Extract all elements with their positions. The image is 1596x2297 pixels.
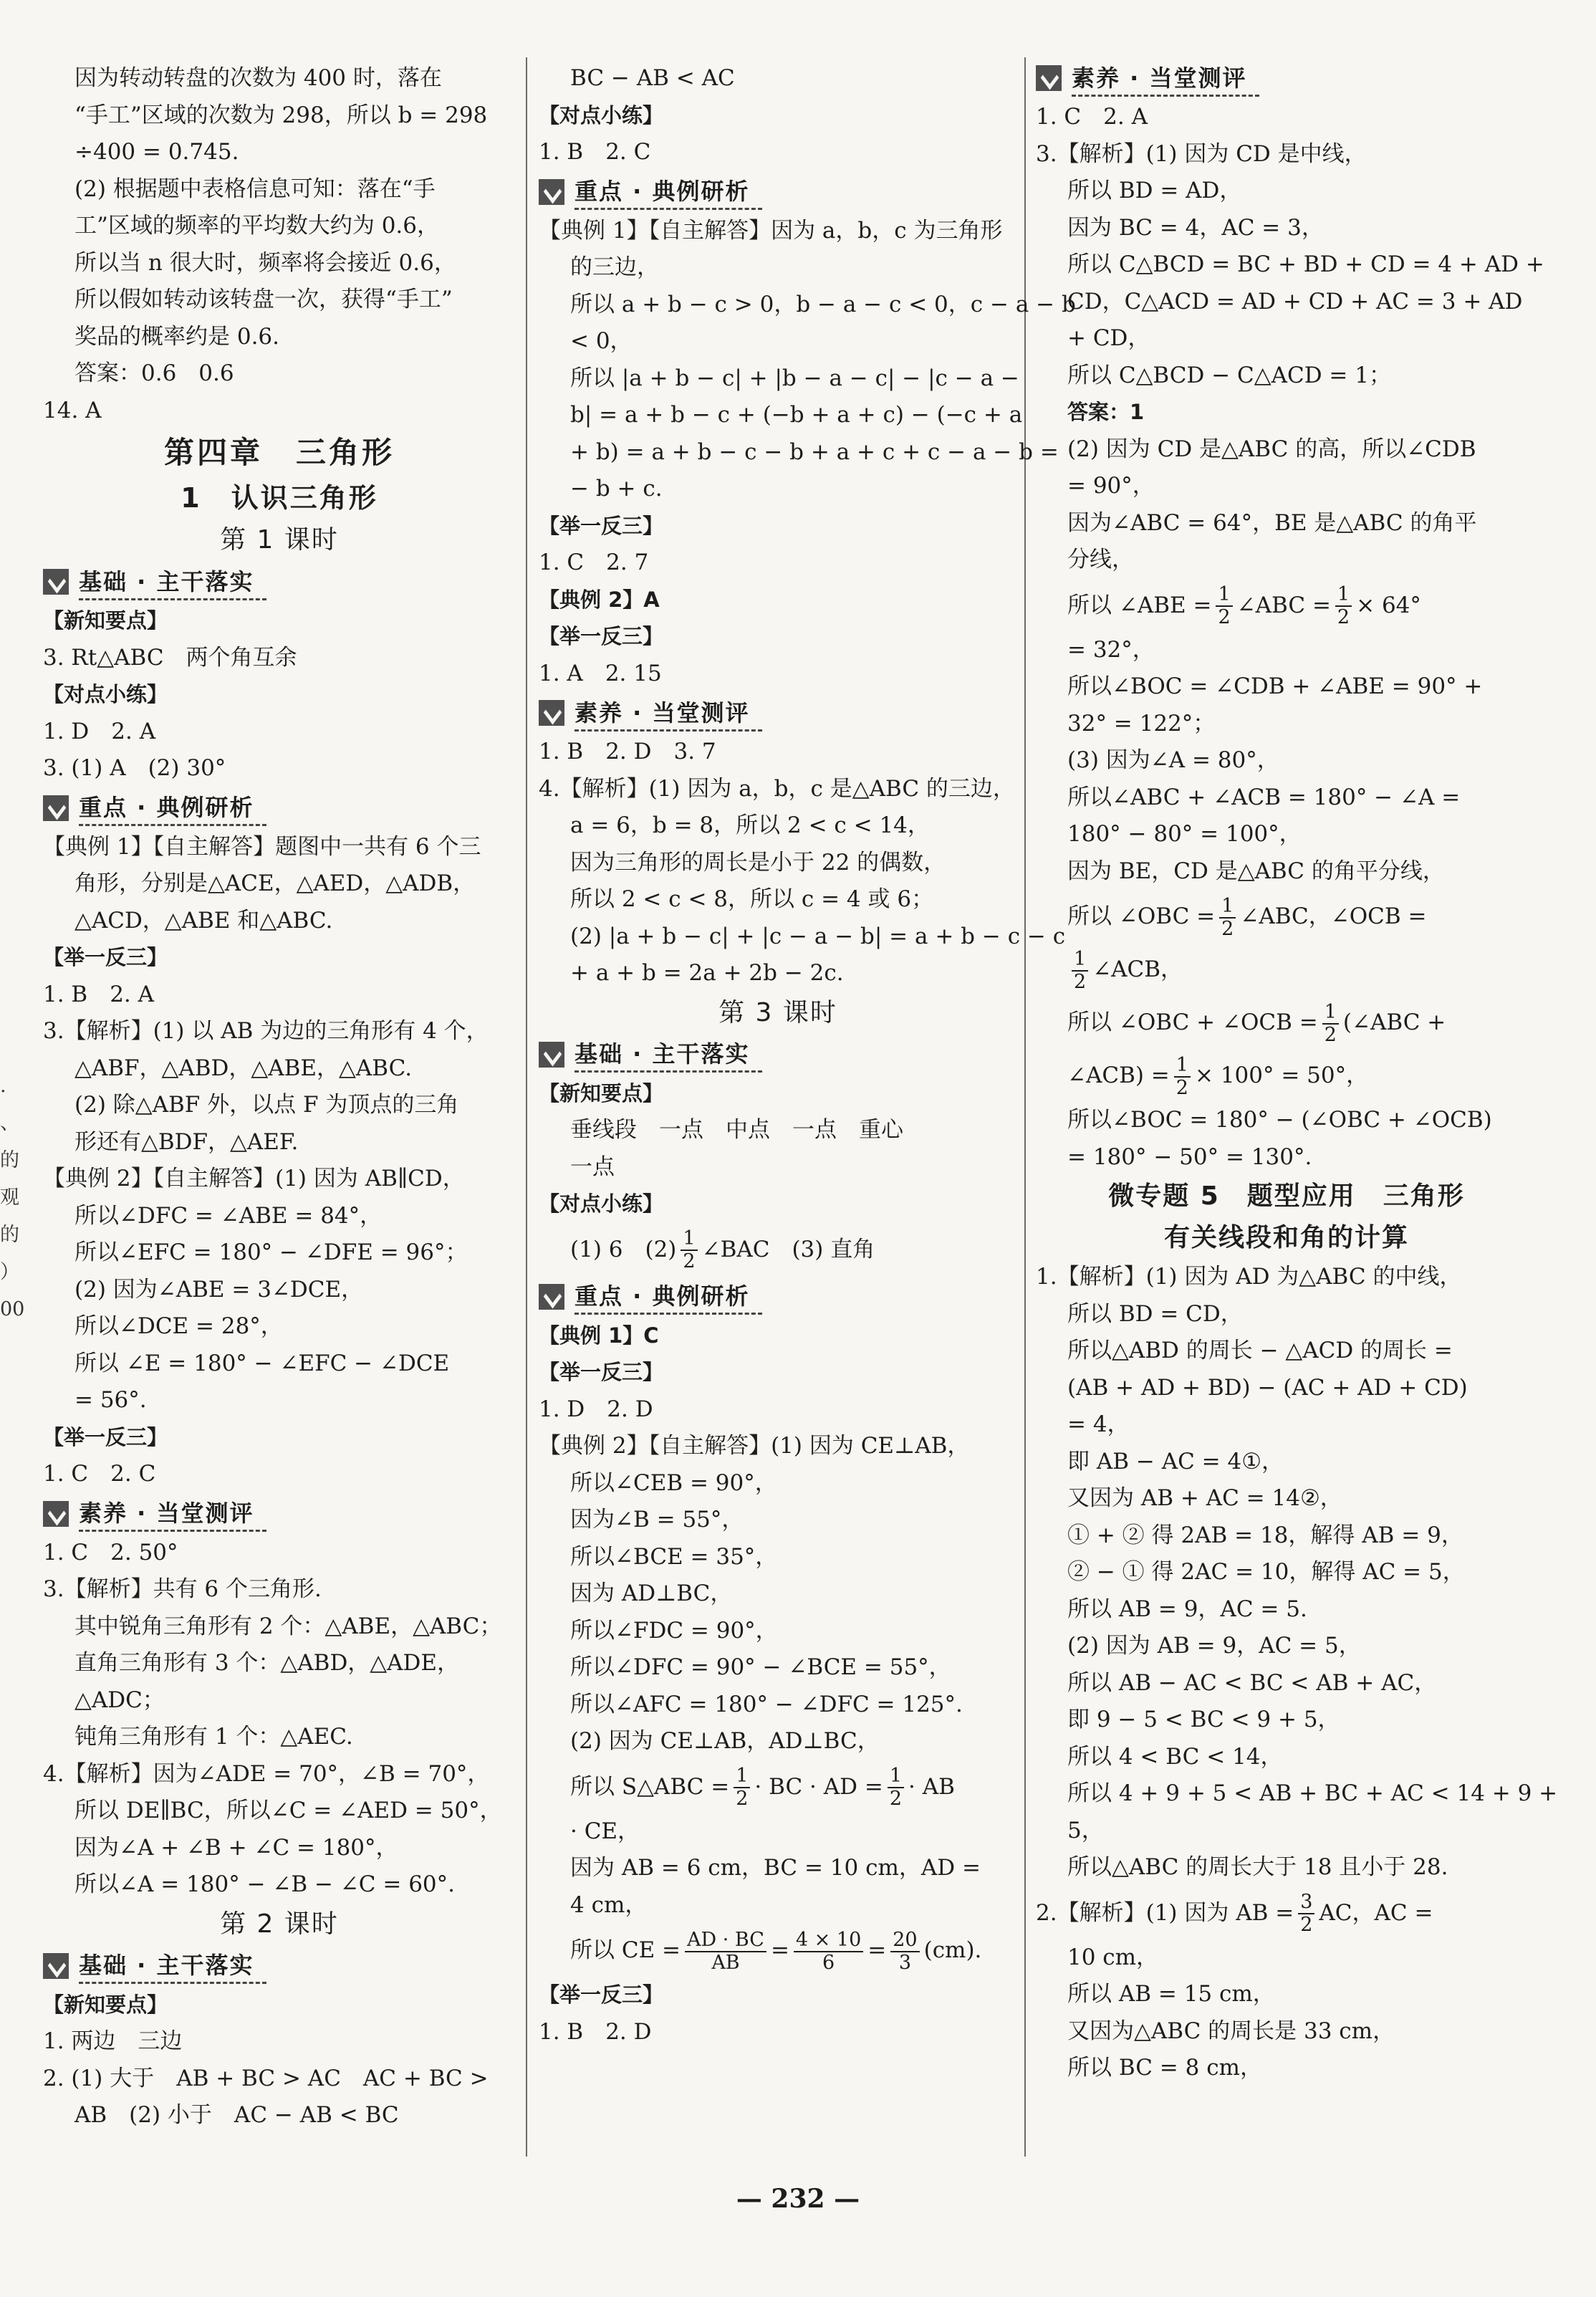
text-line-with-fraction: 所以 S△ABC = $\frac{1}{2}$ · BC · AD = $\frac{1}{2}$ · AB — [570, 1765, 955, 1810]
answer-line: 1. B 2. C — [539, 139, 651, 165]
page-edge-fragments: . 、 的 观 的 ） 00 — [0, 1075, 25, 1320]
text-line: 4 cm， — [570, 1891, 648, 1918]
answer-line: AB (2) 小于 AC − AB < BC — [74, 2102, 399, 2128]
text-line: 所以∠DCE = 28°， — [74, 1313, 283, 1339]
text-line-with-fraction: 所以 ∠ABE = $\frac{1}{2}$ ∠ABC = $\frac{1}{2}$ × 64° — [1067, 583, 1421, 628]
text-line: a = 6，b = 8，所以 2 < c < 14， — [570, 812, 930, 838]
text-line: 又因为 AB + AC = 14②， — [1067, 1485, 1342, 1511]
text-line: 所以∠BOC = ∠CDB + ∠ABE = 90° + — [1067, 673, 1483, 699]
text-line: 即 9 − 5 < BC < 9 + 5， — [1067, 1707, 1340, 1732]
text-line: = 32°， — [1067, 636, 1155, 663]
text-line: 所以 AB − AC < BC < AB + AC， — [1067, 1669, 1437, 1696]
text-line: 所以△ABC 的周长大于 18 且小于 28. — [1067, 1854, 1448, 1880]
arrow-badge-icon — [43, 1501, 69, 1527]
text-line: 所以∠EFC = 180° − ∠DFE = 96°； — [74, 1239, 468, 1265]
answer-line: 1. D 2. A — [43, 718, 156, 744]
text-line: △ABF，△ABD，△ABE，△ABC. — [74, 1055, 413, 1081]
fraction: $\frac{1}{2}$ — [1174, 1055, 1191, 1099]
fraction: $\frac{AD \cdot BC}{AB}$ — [685, 1929, 766, 1974]
text-line: (2) 因为∠ABE = 3∠DCE， — [74, 1276, 364, 1303]
text-line: 即 AB − AC = 4①， — [1067, 1448, 1284, 1474]
arrow-badge-icon — [539, 179, 564, 205]
tag-label: 【举一反三】 — [539, 513, 664, 538]
text-line: 【典例 2】【自主解答】(1) 因为 CE⊥AB， — [539, 1433, 970, 1459]
lesson-title: 第 2 课时 — [220, 1909, 339, 1939]
tag-label: 【举一反三】 — [539, 624, 664, 648]
text-line-with-fraction: $\frac{1}{2}$ ∠ACB， — [1036, 943, 1537, 996]
tag-label: 【典例 1】C — [539, 1323, 659, 1348]
section-heading: 基础 · 主干落实 — [43, 1947, 516, 1985]
text-line: CD，C△ACD = AD + CD + AC = 3 + AD — [1067, 288, 1523, 315]
text-line: ② − ① 得 2AC = 10，解得 AC = 5， — [1067, 1559, 1465, 1585]
fraction: $\frac{1}{2}$ — [1219, 896, 1236, 940]
fraction: $\frac{1}{2}$ — [734, 1765, 750, 1810]
text-line: 所以∠A = 180° − ∠B − ∠C = 60°. — [74, 1871, 456, 1897]
text-line: + a + b = 2a + 2b − 2c. — [570, 960, 844, 986]
answer-line: 14. A — [43, 397, 102, 423]
arrow-badge-icon — [539, 1284, 564, 1310]
text-line-with-fraction: 所以 ∠OBC = $\frac{1}{2}$ ∠ABC，∠OCB = — [1067, 894, 1427, 940]
text-line-with-fraction: 2.【解析】(1) 因为 AB = $\frac{3}{2}$ AC，AC = — [1036, 1891, 1433, 1936]
text-line: 所以∠DFC = 90° − ∠BCE = 55°， — [570, 1654, 951, 1680]
text-line: = 180° − 50° = 130°. — [1067, 1143, 1312, 1170]
text-line: 1.【解析】(1) 因为 AD 为△ABC 的中线， — [1036, 1264, 1462, 1290]
fraction: $\frac{4 \times 10}{6}$ — [794, 1929, 863, 1974]
section-heading: 基础 · 主干落实 — [539, 1035, 1017, 1074]
text-line: 又因为△ABC 的周长是 33 cm， — [1067, 2018, 1395, 2044]
text-line: b| = a + b − c + (−b + a + c) − (−c + a — [570, 402, 1023, 428]
text-line: − b + c. — [570, 476, 663, 502]
answer-line: 答案：0.6 0.6 — [74, 360, 234, 386]
arrow-badge-icon — [539, 700, 564, 726]
fraction: $\frac{1}{2}$ — [681, 1228, 697, 1272]
text-line: (2) 因为 CE⊥AB，AD⊥BC， — [570, 1728, 880, 1754]
section-heading: 重点 · 典例研析 — [43, 789, 516, 828]
section-heading: 素养 · 当堂测评 — [43, 1495, 516, 1533]
text-line: 【典例 1】【自主解答】因为 a，b，c 为三角形 — [539, 217, 1003, 244]
answer-line: 1. B 2. D 3. 7 — [539, 739, 716, 764]
text-line: 因为∠ABC = 64°，BE 是△ABC 的角平 — [1067, 509, 1477, 536]
text-line: = 90°， — [1067, 473, 1155, 499]
text-line: 因为∠A + ∠B + ∠C = 180°， — [74, 1834, 398, 1861]
text-line: 因为转动转盘的次数为 400 时，落在 — [74, 65, 442, 91]
text-line: + b) = a + b − c − b + a + c + c − a − b = — [570, 438, 1059, 465]
text-line-with-fraction: 所以 ∠OBC + ∠OCB = $\frac{1}{2}$ (∠ABC + — [1067, 1000, 1446, 1046]
text-line: = 4， — [1067, 1411, 1130, 1437]
fraction: $\frac{1}{2}$ — [1072, 949, 1088, 993]
text-line: 180° − 80° = 100°， — [1067, 821, 1302, 847]
text-line: 所以 AB = 15 cm， — [1067, 1981, 1275, 2007]
section-heading: 基础 · 主干落实 — [43, 562, 516, 601]
answer-line: 1. C 2. C — [43, 1461, 156, 1487]
tag-label: 【举一反三】 — [43, 1424, 168, 1449]
text-line: 的三边， — [570, 254, 659, 280]
text-line: 角形，分别是△ACE，△AED，△ADB， — [74, 871, 476, 896]
answer-line: 1. D 2. D — [539, 1396, 653, 1422]
text-line: 所以 2 < c < 8，所以 c = 4 或 6； — [570, 886, 934, 912]
answer-line: BC − AB < AC — [570, 65, 735, 91]
text-line: 所以∠ABC + ∠ACB = 180° − ∠A = — [1067, 784, 1461, 810]
topic-title: 微专题 5 题型应用 三角形 — [1108, 1181, 1465, 1211]
text-line: 因为∠B = 55°， — [570, 1507, 744, 1533]
text-line: 【典例 1】【自主解答】题图中一共有 6 个三 — [43, 833, 481, 860]
text-line: 3.【解析】(1) 因为 CD 是中线， — [1036, 140, 1367, 167]
column-divider — [526, 57, 527, 2157]
fraction: $\frac{1}{2}$ — [1216, 584, 1232, 628]
fraction: $\frac{20}{3}$ — [890, 1929, 919, 1974]
section-heading: 素养 · 当堂测评 — [539, 694, 1017, 732]
text-line: = 56°. — [74, 1387, 147, 1413]
text-line: 10 cm， — [1067, 1944, 1159, 1970]
text-line: 所以 4 + 9 + 5 < AB + BC + AC < 14 + 9 + — [1067, 1780, 1558, 1806]
fraction: $\frac{1}{2}$ — [1322, 1002, 1339, 1046]
text-line: 所以 BD = CD， — [1067, 1300, 1243, 1327]
text-line: 所以 a + b − c > 0，b − a − c < 0，c − a − b — [570, 291, 1076, 317]
answer-line: 3. (1) A (2) 30° — [43, 755, 226, 781]
tag-label: 【新知要点】 — [43, 1992, 168, 2017]
answer-line: 垂线段 一点 中点 一点 重心 — [570, 1117, 903, 1143]
text-line: 5， — [1067, 1817, 1104, 1843]
text-line: 32° = 122°； — [1067, 710, 1216, 737]
text-line: 所以∠DFC = ∠ABE = 84°， — [74, 1202, 383, 1229]
text-line: 所以 DE∥BC，所以∠C = ∠AED = 50°， — [74, 1798, 502, 1823]
text-line: 所以 4 < BC < 14， — [1067, 1743, 1283, 1770]
answer-line: 2. (1) 大于 AB + BC > AC AC + BC > — [43, 2065, 489, 2091]
answer-line: 一点 — [570, 1154, 615, 1180]
section-heading: 重点 · 典例研析 — [539, 1277, 1017, 1316]
text-line: 4.【解析】(1) 因为 a，b，c 是△ABC 的三边， — [539, 775, 1015, 802]
text-line: 所以假如转动该转盘一次，获得“手工” — [74, 287, 453, 312]
text-line: ÷400 = 0.745. — [74, 139, 239, 165]
text-line: 所以 BD = AD， — [1067, 178, 1242, 203]
text-line: 所以 C△BCD = BC + BD + CD = 4 + AD + — [1067, 251, 1544, 277]
text-line-with-fraction: ∠ACB) = $\frac{1}{2}$ × 100° = 50°， — [1067, 1053, 1369, 1099]
text-line: 形还有△BDF，△AEF. — [74, 1128, 299, 1155]
tag-label: 【对点小练】 — [539, 1191, 664, 1216]
column-right — [1036, 60, 1558, 2087]
text-line: 所以 AB = 9，AC = 5. — [1067, 1596, 1307, 1622]
text-line: 所以 ∠E = 180° − ∠EFC − ∠DCE — [74, 1350, 450, 1376]
text-line: 所以∠AFC = 180° − ∠DFC = 125°. — [570, 1691, 963, 1717]
answer-line: 1. C 2. 50° — [43, 1539, 178, 1565]
text-line: 所以 BC = 8 cm， — [1067, 2055, 1262, 2081]
text-line: 因为 BC = 4，AC = 3， — [1067, 214, 1324, 241]
text-line: 所以∠CEB = 90°， — [570, 1469, 777, 1496]
text-line: 因为 AD⊥BC， — [570, 1581, 733, 1606]
arrow-badge-icon — [43, 569, 69, 595]
tag-label: 【新知要点】 — [43, 608, 168, 633]
fraction: $\frac{1}{2}$ — [1335, 584, 1352, 628]
arrow-badge-icon — [43, 1953, 69, 1979]
text-line: (2) 因为 AB = 9，AC = 5， — [1067, 1633, 1361, 1659]
tag-label: 【新知要点】 — [539, 1080, 664, 1106]
column-divider — [1024, 57, 1026, 2157]
topic-subtitle: 有关线段和角的计算 — [1163, 1223, 1409, 1252]
section-heading: 素养 · 当堂测评 — [1036, 59, 1537, 97]
text-line: 3.【解析】共有 6 个三角形. — [43, 1576, 322, 1602]
text-line: (2) |a + b − c| + |c − a − b| = a + b − c − c — [570, 923, 1066, 949]
page-number: — 232 — — [736, 2184, 860, 2214]
text-line: 4.【解析】因为∠ADE = 70°，∠B = 70°， — [43, 1760, 490, 1787]
text-line: 其中锐角三角形有 2 个：△ABE，△ABC； — [74, 1613, 502, 1639]
fraction: $\frac{3}{2}$ — [1298, 1891, 1314, 1936]
text-line: △ADC； — [74, 1687, 165, 1713]
answer-line: 1. B 2. A — [43, 981, 155, 1007]
arrow-badge-icon — [539, 1042, 564, 1068]
answer-line: 1. C 2. 7 — [539, 550, 649, 575]
answer-line: 1. 两边 三边 — [43, 2028, 183, 2054]
tag-label: 【对点小练】 — [539, 102, 664, 128]
text-line: 直角三角形有 3 个：△ABD，△ADE， — [74, 1650, 460, 1676]
text-line: 所以△ABD 的周长 − △ACD 的周长 = — [1067, 1338, 1453, 1363]
text-line: < 0， — [570, 328, 633, 354]
text-line: ① + ② 得 2AB = 18，解得 AB = 9， — [1067, 1522, 1463, 1548]
section-title: 1 认识三角形 — [181, 482, 378, 514]
answer-line: 1. A 2. 15 — [539, 660, 662, 686]
fraction: $\frac{1}{2}$ — [888, 1765, 904, 1810]
text-line: 因为三角形的周长是小于 22 的偶数， — [570, 849, 946, 876]
text-line: 所以 C△BCD − C△ACD = 1； — [1067, 362, 1391, 388]
text-line: 奖品的概率约是 0.6. — [74, 323, 280, 350]
text-line: 钝角三角形有 1 个：△AEC. — [74, 1724, 353, 1750]
column-middle — [539, 60, 1076, 2051]
section-heading: 重点 · 典例研析 — [539, 173, 1017, 211]
text-line: (AB + AD + BD) − (AC + AD + CD) — [1067, 1374, 1468, 1401]
tag-label: 【对点小练】 — [43, 682, 168, 706]
text-line: 所以当 n 很大时，频率将会接近 0.6， — [74, 249, 456, 276]
text-line: 分线， — [1067, 547, 1134, 572]
text-line-with-fraction: 所以 CE = $\frac{AD \cdot BC}{AB}$ = $\frac{4 \times 10}{6}$ = $\frac{20}{3}$ (cm). — [570, 1928, 982, 1974]
text-line: (2) 根据题中表格信息可知：落在“手 — [74, 176, 436, 202]
text-line: 所以∠FDC = 90°， — [570, 1617, 778, 1644]
tag-label: 【举一反三】 — [43, 945, 168, 969]
text-line: 【典例 2】【自主解答】(1) 因为 AB∥CD， — [43, 1166, 465, 1191]
answer-line: 1. B 2. D — [539, 2018, 652, 2045]
text-line: · CE， — [570, 1818, 640, 1844]
text-line: 所以∠BCE = 35°， — [570, 1543, 778, 1570]
text-line: “手工”区域的次数为 298，所以 b = 298 — [74, 102, 488, 128]
text-line: + CD， — [1067, 325, 1150, 351]
text-line: 3.【解析】(1) 以 AB 为边的三角形有 4 个， — [43, 1018, 489, 1044]
answer-line: 答案：1 — [1067, 400, 1145, 424]
text-line: 所以∠BOC = 180° − (∠OBC + ∠OCB) — [1067, 1107, 1492, 1133]
tag-label: 【举一反三】 — [539, 1982, 664, 2007]
lesson-title: 第 3 课时 — [718, 997, 837, 1027]
text-line: 因为 AB = 6 cm，BC = 10 cm，AD = — [570, 1855, 981, 1881]
text-line: 所以 |a + b − c| + |b − a − c| − |c − a − — [570, 365, 1019, 391]
text-line: △ACD，△ABE 和△ABC. — [74, 907, 333, 934]
text-line: 因为 BE，CD 是△ABC 的角平分线， — [1067, 858, 1445, 884]
tag-label: 【举一反三】 — [539, 1360, 664, 1384]
text-line: 工”区域的频率的平均数大约为 0.6， — [74, 213, 440, 239]
answer-line: 3. Rt△ABC 两个角互余 — [43, 644, 297, 671]
arrow-badge-icon — [43, 795, 69, 821]
text-line: (2) 除△ABF 外，以点 F 为顶点的三角 — [74, 1092, 459, 1118]
lesson-title: 第 1 课时 — [220, 525, 339, 555]
arrow-badge-icon — [1036, 65, 1062, 91]
text-line: (2) 因为 CD 是△ABC 的高，所以∠CDB — [1067, 436, 1476, 462]
tag-label: 【典例 2】A — [539, 587, 660, 612]
text-line: (3) 因为∠A = 80°， — [1067, 747, 1279, 773]
answer-line: 1. C 2. A — [1036, 104, 1148, 130]
column-left — [43, 60, 516, 2134]
chapter-title: 第四章 三角形 — [163, 435, 395, 470]
answer-line-with-fraction: (1) 6 (2) $\frac{1}{2}$ ∠BAC (3) 直角 — [570, 1227, 875, 1272]
